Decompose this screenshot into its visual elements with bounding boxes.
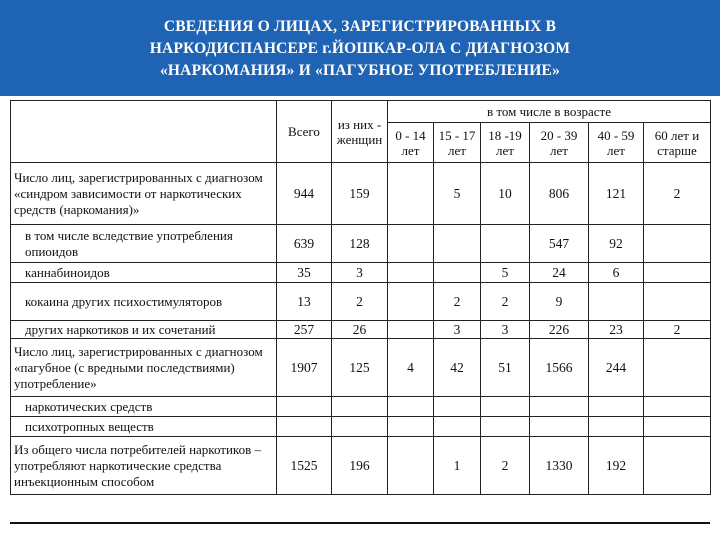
table-cell: 9 xyxy=(530,283,589,321)
col-header-age-group: в том числе в возрасте xyxy=(388,101,711,123)
title-banner xyxy=(0,0,720,96)
table-cell xyxy=(388,397,434,417)
col-header-age-40-59: 40 - 59 лет xyxy=(589,123,644,163)
table-cell xyxy=(388,417,434,437)
title-line-3: «НАРКОМАНИЯ» И «ПАГУБНОЕ УПОТРЕБЛЕНИЕ» xyxy=(159,62,561,79)
table-cell xyxy=(644,417,711,437)
table-cell: 2 xyxy=(644,321,711,339)
col-header-age-0-14: 0 - 14 лет xyxy=(388,123,434,163)
table-cell xyxy=(332,417,388,437)
label-column-header xyxy=(11,101,277,163)
table-cell xyxy=(434,397,481,417)
table-cell xyxy=(589,283,644,321)
table-cell: 3 xyxy=(434,321,481,339)
table-cell xyxy=(481,397,530,417)
table-cell xyxy=(589,417,644,437)
row-label: кокаина других психостимуляторов xyxy=(11,283,277,321)
col-header-women: из них - женщин xyxy=(332,101,388,163)
table-cell: 51 xyxy=(481,339,530,397)
col-header-total: Всего xyxy=(277,101,332,163)
title-line-2: НАРКОДИСПАНСЕРЕ г.ЙОШКАР-ОЛА С ДИАГНОЗОМ xyxy=(149,40,571,57)
table-cell: 2 xyxy=(644,163,711,225)
table-row xyxy=(11,321,711,339)
table-cell xyxy=(277,397,332,417)
table-cell: 226 xyxy=(530,321,589,339)
table-cell xyxy=(388,321,434,339)
table-cell: 3 xyxy=(332,263,388,283)
table-row xyxy=(11,163,711,225)
row-label: Из общего числа потребителей наркотиков – употребляют наркотические средства инъекционным способом xyxy=(11,437,277,495)
row-label: психотропных веществ xyxy=(11,417,277,437)
table-cell: 5 xyxy=(434,163,481,225)
table-cell: 121 xyxy=(589,163,644,225)
table-cell xyxy=(332,397,388,417)
table-cell: 125 xyxy=(332,339,388,397)
row-label: других наркотиков и их сочетаний xyxy=(11,321,277,339)
row-label: наркотических средств xyxy=(11,397,277,417)
table-cell: 1 xyxy=(434,437,481,495)
table-row xyxy=(11,225,711,263)
table-cell xyxy=(644,263,711,283)
table-cell: 244 xyxy=(589,339,644,397)
table-cell xyxy=(388,225,434,263)
bottom-rule xyxy=(10,522,710,524)
row-label: Число лиц, зарегистрированных с диагнозом «пагубное (с вредными последствиями) употребление» xyxy=(11,339,277,397)
col-header-age-60-plus: 60 лет и старше xyxy=(644,123,711,163)
table-cell: 159 xyxy=(332,163,388,225)
table-cell xyxy=(388,437,434,495)
table-cell xyxy=(388,283,434,321)
table-row xyxy=(11,397,711,417)
table-cell xyxy=(644,283,711,321)
row-label: Число лиц, зарегистрированных с диагнозом «синдром зависимости от наркотических средств (наркомания)» xyxy=(11,163,277,225)
table-cell: 2 xyxy=(481,437,530,495)
table-cell xyxy=(644,339,711,397)
table-cell: 128 xyxy=(332,225,388,263)
table-cell: 13 xyxy=(277,283,332,321)
table-cell xyxy=(530,417,589,437)
table-cell xyxy=(434,417,481,437)
table-cell: 257 xyxy=(277,321,332,339)
col-header-age-20-39: 20 - 39 лет xyxy=(530,123,589,163)
table-cell xyxy=(388,263,434,283)
table-cell xyxy=(530,397,589,417)
table-cell: 92 xyxy=(589,225,644,263)
table-cell xyxy=(481,417,530,437)
table-cell xyxy=(388,163,434,225)
table-cell: 26 xyxy=(332,321,388,339)
table-cell: 1566 xyxy=(530,339,589,397)
col-header-age-18-19: 18 -19 лет xyxy=(481,123,530,163)
table-cell: 2 xyxy=(332,283,388,321)
table-cell: 192 xyxy=(589,437,644,495)
table-cell: 639 xyxy=(277,225,332,263)
table-row xyxy=(11,283,711,321)
table-cell xyxy=(644,437,711,495)
table-cell: 2 xyxy=(481,283,530,321)
table-cell xyxy=(481,225,530,263)
title-line-1: СВЕДЕНИЯ О ЛИЦАХ, ЗАРЕГИСТРИРОВАННЫХ В xyxy=(163,18,557,35)
table-cell xyxy=(644,397,711,417)
col-header-age-15-17: 15 - 17 лет xyxy=(434,123,481,163)
table-cell: 5 xyxy=(481,263,530,283)
table-cell xyxy=(277,417,332,437)
table-cell xyxy=(434,225,481,263)
table-cell: 1907 xyxy=(277,339,332,397)
table-cell xyxy=(434,263,481,283)
table-row xyxy=(11,437,711,495)
table-cell xyxy=(589,397,644,417)
row-label: каннабиноидов xyxy=(11,263,277,283)
table-cell: 196 xyxy=(332,437,388,495)
table-cell: 42 xyxy=(434,339,481,397)
table-cell: 4 xyxy=(388,339,434,397)
table-cell: 1525 xyxy=(277,437,332,495)
table-row xyxy=(11,339,711,397)
table-cell: 24 xyxy=(530,263,589,283)
table-cell: 35 xyxy=(277,263,332,283)
table-cell: 23 xyxy=(589,321,644,339)
table-cell: 806 xyxy=(530,163,589,225)
statistics-table xyxy=(10,100,711,495)
table-cell: 3 xyxy=(481,321,530,339)
table-cell: 2 xyxy=(434,283,481,321)
table-cell: 944 xyxy=(277,163,332,225)
row-label: в том числе вследствие употребления опиоидов xyxy=(11,225,277,263)
table-body xyxy=(11,163,711,495)
table-cell xyxy=(644,225,711,263)
table-cell: 1330 xyxy=(530,437,589,495)
table-cell: 10 xyxy=(481,163,530,225)
table-row xyxy=(11,263,711,283)
slide-title xyxy=(40,16,680,82)
table-row xyxy=(11,417,711,437)
table-cell: 6 xyxy=(589,263,644,283)
table-cell: 547 xyxy=(530,225,589,263)
